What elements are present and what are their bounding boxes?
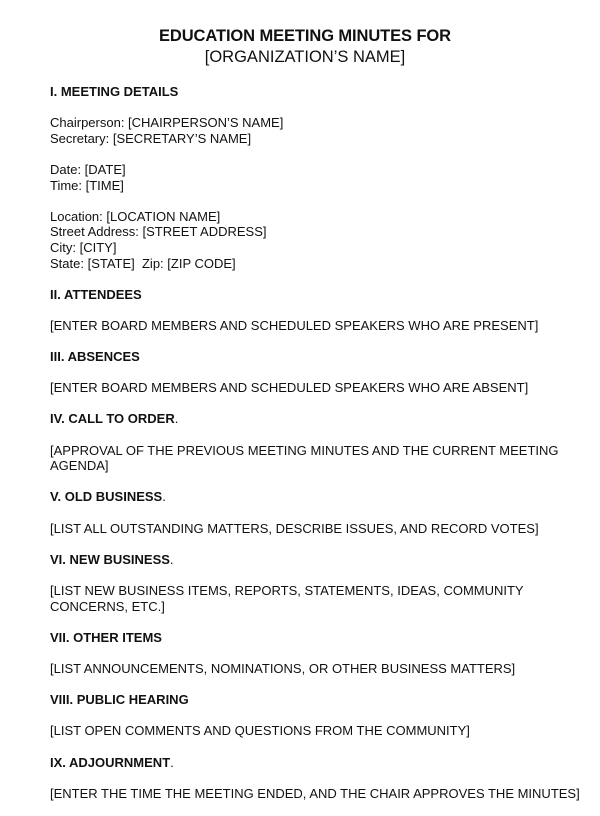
section-new-business xyxy=(50,552,560,614)
heading-absences: III. ABSENCES xyxy=(50,349,140,365)
public-hearing-body: [LIST OPEN COMMENTS AND QUESTIONS FROM THE COMMUNITY] xyxy=(50,723,470,739)
absences-body: [ENTER BOARD MEMBERS AND SCHEDULED SPEAKERS WHO ARE ABSENT] xyxy=(50,380,529,396)
adjournment-body: [ENTER THE TIME THE MEETING ENDED, AND THE CHAIR APPROVES THE MINUTES] xyxy=(50,785,580,801)
heading-adjournment xyxy=(50,755,560,771)
section-adjournment xyxy=(50,754,580,802)
new-business-body-line-2: CONCERNS, ETC.] xyxy=(50,598,165,614)
chairperson-line: Chairperson: [CHAIRPERSON’S NAME] xyxy=(50,115,284,131)
heading-adjournment-period: . xyxy=(170,754,174,770)
heading-call-to-order-period: . xyxy=(174,411,179,427)
organization-name: [ORGANIZATION’S NAME] xyxy=(204,48,406,66)
heading-other-items: VII. OTHER ITEMS xyxy=(50,629,162,645)
state-zip-line: State: [STATE] Zip: [ZIP CODE] xyxy=(50,255,236,271)
time-line: Time: [TIME] xyxy=(50,177,124,193)
heading-call-to-order-text: IV. CALL TO ORDER xyxy=(50,411,175,427)
city-line: City: [CITY] xyxy=(50,239,117,255)
heading-new-business-text: VI. NEW BUSINESS xyxy=(50,551,170,567)
location-line: Location: [LOCATION NAME] xyxy=(50,208,221,224)
section-absences xyxy=(50,349,560,396)
heading-meeting-details: I. MEETING DETAILS xyxy=(50,84,179,99)
section-meeting-details xyxy=(50,84,560,271)
heading-new-business-period: . xyxy=(169,551,174,567)
heading-new-business xyxy=(50,552,560,568)
section-old-business xyxy=(50,489,560,536)
secretary-line: Secretary: [SECRETARY’S NAME] xyxy=(50,130,252,146)
call-to-order-body-line-2: AGENDA] xyxy=(50,458,109,474)
heading-old-business-period: . xyxy=(162,489,166,505)
date-line: Date: [DATE] xyxy=(50,161,126,177)
attendees-body: [ENTER BOARD MEMBERS AND SCHEDULED SPEAKERS WHO ARE PRESENT] xyxy=(50,317,539,333)
heading-adjournment-text: IX. ADJOURNMENT xyxy=(50,754,171,770)
document-body xyxy=(50,84,580,801)
other-items-body: [LIST ANNOUNCEMENTS, NOMINATIONS, OR OTHER BUSINESS MATTERS] xyxy=(50,660,516,676)
heading-old-business-text: V. OLD BUSINESS xyxy=(50,489,163,505)
heading-public-hearing: VIII. PUBLIC HEARING xyxy=(50,692,189,708)
section-public-hearing xyxy=(50,692,560,739)
section-other-items xyxy=(50,630,560,677)
heading-call-to-order xyxy=(50,411,560,427)
old-business-body: [LIST ALL OUTSTANDING MATTERS, DESCRIBE ISSUES, AND RECORD VOTES] xyxy=(50,520,539,536)
call-to-order-body-line-1: [APPROVAL OF THE PREVIOUS MEETING MINUTES AND THE CURRENT MEETING xyxy=(50,442,559,458)
street-address-line: Street Address: [STREET ADDRESS] xyxy=(50,224,267,240)
document-title: EDUCATION MEETING MINUTES FOR xyxy=(159,27,451,45)
heading-attendees: II. ATTENDEES xyxy=(50,286,142,302)
heading-old-business xyxy=(50,489,560,505)
new-business-body-line-1: [LIST NEW BUSINESS ITEMS, REPORTS, STATEMENTS, IDEAS, COMMUNITY xyxy=(50,583,524,598)
section-call-to-order xyxy=(50,411,560,473)
section-attendees xyxy=(50,287,560,334)
